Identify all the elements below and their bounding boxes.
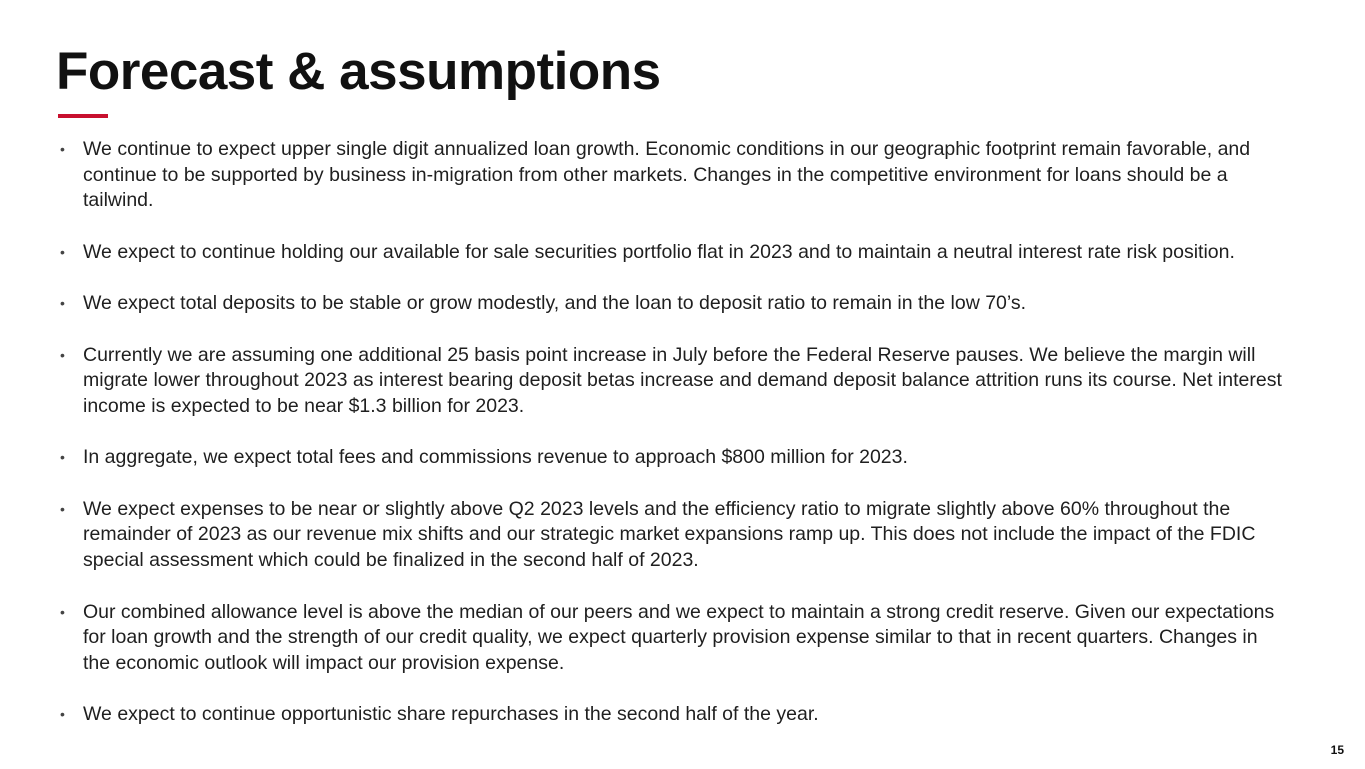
title-accent-rule — [58, 114, 108, 118]
slide-title: Forecast & assumptions — [56, 42, 661, 101]
bullet-item — [60, 600, 1290, 677]
bullet-text: Our combined allowance level is above the median of our peers and we expect to maintain a strong credit reserve. Given our expectations for loan growth and the strength of our credit quality, we expect quarterly provision expense similar to that in recent quarters. Changes in the economic outlook will impact our provision expense. — [83, 600, 1275, 674]
bullet-icon: • — [60, 603, 65, 620]
bullet-item — [60, 291, 1290, 317]
bullet-text: We continue to expect upper single digit annualized loan growth. Economic conditions in our geographic footprint remain favorable, and continue to be supported by business in-migration from other markets. Changes in the competitive environment for loans should be a tailwind. — [83, 138, 1251, 212]
bullet-text: We expect total deposits to be stable or grow modestly, and the loan to deposit ratio to remain in the low 70’s. — [83, 292, 1027, 315]
bullet-icon: • — [60, 295, 65, 312]
bullet-icon: • — [60, 141, 65, 157]
bullet-item — [60, 240, 1290, 266]
bullet-list — [60, 137, 1290, 754]
bullet-item — [60, 137, 1290, 214]
bullet-text: We expect expenses to be near or slightly above Q2 2023 levels and the efficiency ratio to migrate slightly above 60% throughout the remainder of 2023 as our revenue mix shifts and our strategic market expansions ramp up. This does not include the impact of the FDIC special assessment which could be finalized in the second half of 2023. — [83, 497, 1256, 572]
bullet-item — [60, 343, 1290, 420]
bullet-item — [60, 445, 1290, 471]
bullet-icon: • — [60, 346, 65, 363]
bullet-item — [60, 702, 1290, 728]
bullet-icon: • — [60, 449, 65, 466]
bullet-text: Currently we are assuming one additional 25 basis point increase in July before the Federal Reserve pauses. We believe the margin will migrate lower throughout 2023 as interest bearing deposit betas increase and demand deposit balance attrition runs its course. Net interest income is expected to be near $1.3 billion for 2023. — [83, 343, 1282, 417]
bullet-item — [60, 497, 1290, 574]
bullet-text: In aggregate, we expect total fees and commissions revenue to approach $800 million for 2023. — [83, 446, 908, 469]
bullet-icon: • — [60, 706, 65, 723]
bullet-icon: • — [60, 243, 65, 260]
page-number: 15 — [1330, 743, 1344, 757]
bullet-icon: • — [60, 500, 65, 517]
bullet-text: We expect to continue holding our available for sale securities portfolio flat in 2023 and to maintain a neutral interest rate risk position. — [83, 240, 1235, 263]
bullet-text: We expect to continue opportunistic share repurchases in the second half of the year. — [83, 703, 819, 726]
